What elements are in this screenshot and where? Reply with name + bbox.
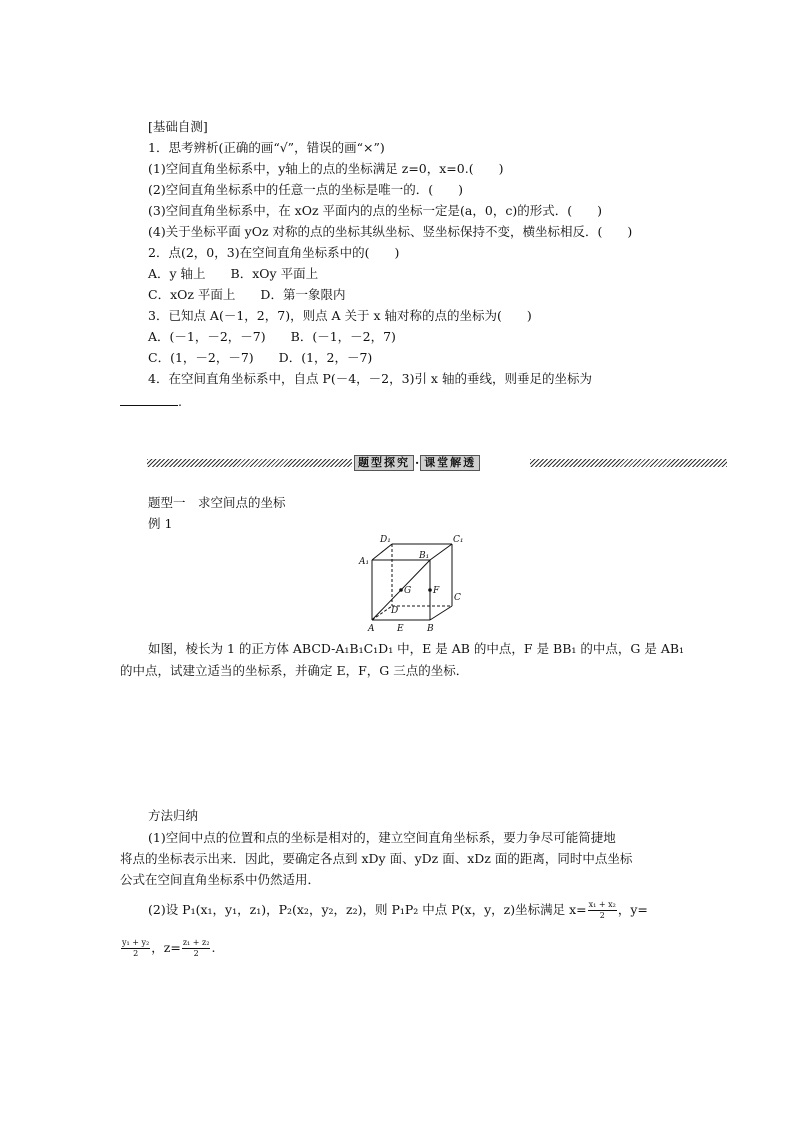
- method-p1-line-3: 公式在空间直角坐标系中仍然适用．: [120, 872, 321, 887]
- label-f: F: [433, 586, 440, 596]
- banner-tag: [354, 455, 480, 471]
- banner-hatch-right: [530, 459, 727, 467]
- frac-x: $\frac{\text{x₁ + x₂}}{2}$: [588, 900, 616, 920]
- method-p2-z-label: ，z=: [151, 940, 181, 955]
- q1-item-4: (4)关于坐标平面 yOz 对称的点的坐标其纵坐标、竖坐标保持不变，横坐标相反．( ): [148, 224, 633, 239]
- method-p2-end: .: [211, 940, 216, 955]
- method-p2-line-1: [148, 898, 648, 922]
- q4-answer-line: [120, 391, 182, 412]
- q2-options-row-1: A．y 轴上 B．xOy 平面上: [148, 266, 319, 281]
- problem-line-1: 如图，棱长为 1 的正方体 ABCD-A₁B₁C₁D₁ 中，E 是 AB 的中点，F 是 BB₁ 的中点，G 是 AB₁: [148, 641, 685, 656]
- banner-hatch-left: [147, 459, 352, 467]
- banner-right-label: 课堂解透: [420, 455, 480, 471]
- q1-title: 1．思考辨析(正确的画“√”，错误的画“×”): [148, 140, 385, 155]
- label-a: A: [368, 624, 375, 634]
- example-label: 例 1: [148, 516, 173, 531]
- q2-options-row-2: C．xOz 平面上 D．第一象限内: [148, 287, 346, 302]
- label-d: D: [391, 606, 399, 616]
- method-p2-y-label: ，y=: [617, 902, 648, 917]
- type1-title: 题型一 求空间点的坐标: [148, 495, 286, 510]
- label-c: C: [454, 593, 461, 603]
- method-p2-text: (2)设 P₁(x₁，y₁，z₁)，P₂(x₂，y₂，z₂)，则 P₁P₂ 中点 P(x，y，z)坐标满足 x=: [148, 902, 587, 917]
- label-e: E: [397, 624, 404, 634]
- q1-item-1: (1)空间直角坐标系中，y轴上的点的坐标满足 z=0，x=0.( ): [148, 161, 504, 176]
- q3-options-row-2: C．(1，－2，－7) D．(1，2，－7): [148, 350, 373, 365]
- point-g: [399, 588, 403, 592]
- label-a1: A₁: [359, 557, 370, 567]
- point-f: [428, 588, 432, 592]
- q1-item-2: (2)空间直角坐标系中的任意一点的坐标是唯一的．( ): [148, 182, 463, 197]
- q3-title: 3．已知点 A(－1，2，7)，则点 A 关于 x 轴对称的点的坐标为( ): [148, 308, 532, 323]
- banner-dot: ·: [415, 456, 420, 470]
- q1-item-3: (3)空间直角坐标系中，在 xOz 平面内的点的坐标一定是(a，0，c)的形式．( ): [148, 203, 602, 218]
- problem-line-2: 的中点，试建立适当的坐标系，并确定 E，F，G 三点的坐标．: [120, 663, 469, 678]
- banner-left-label: 题型探究: [354, 455, 414, 471]
- label-g: G: [404, 586, 412, 596]
- frac-y: $\frac{\text{y₁ + y₂}}{2}$: [122, 938, 150, 958]
- q4-end: .: [178, 394, 182, 409]
- q4-title: 4．在空间直角坐标系中，自点 P(－4，－2，3)引 x 轴的垂线，则垂足的坐标为: [148, 371, 592, 386]
- self-test-heading: [基础自测]: [148, 119, 208, 134]
- answer-blank: [120, 391, 178, 406]
- method-p1-line-1: (1)空间中点的位置和点的坐标是相对的，建立空间直角坐标系，要力争尽可能简捷地: [148, 830, 616, 845]
- cube-figure: [352, 530, 492, 640]
- q3-options-row-1: A．(－1，－2，－7) B．(－1，－2，7): [148, 329, 396, 344]
- label-b1: B₁: [419, 551, 430, 561]
- label-c1: C₁: [453, 535, 464, 545]
- method-p1-line-2: 将点的坐标表示出来．因此，要确定各点到 xDy 面、yDz 面、xDz 面的距离，同时中点坐标: [120, 851, 633, 866]
- section-banner: [147, 455, 727, 471]
- label-d1: D₁: [380, 535, 391, 545]
- label-b: B: [427, 624, 434, 634]
- frac-z: $\frac{\text{z₁ + z₂}}{2}$: [182, 938, 210, 958]
- q2-title: 2．点(2，0，3)在空间直角坐标系中的( ): [148, 245, 400, 260]
- method-heading: 方法归纳: [148, 808, 199, 823]
- method-p2-line-2: [120, 936, 215, 960]
